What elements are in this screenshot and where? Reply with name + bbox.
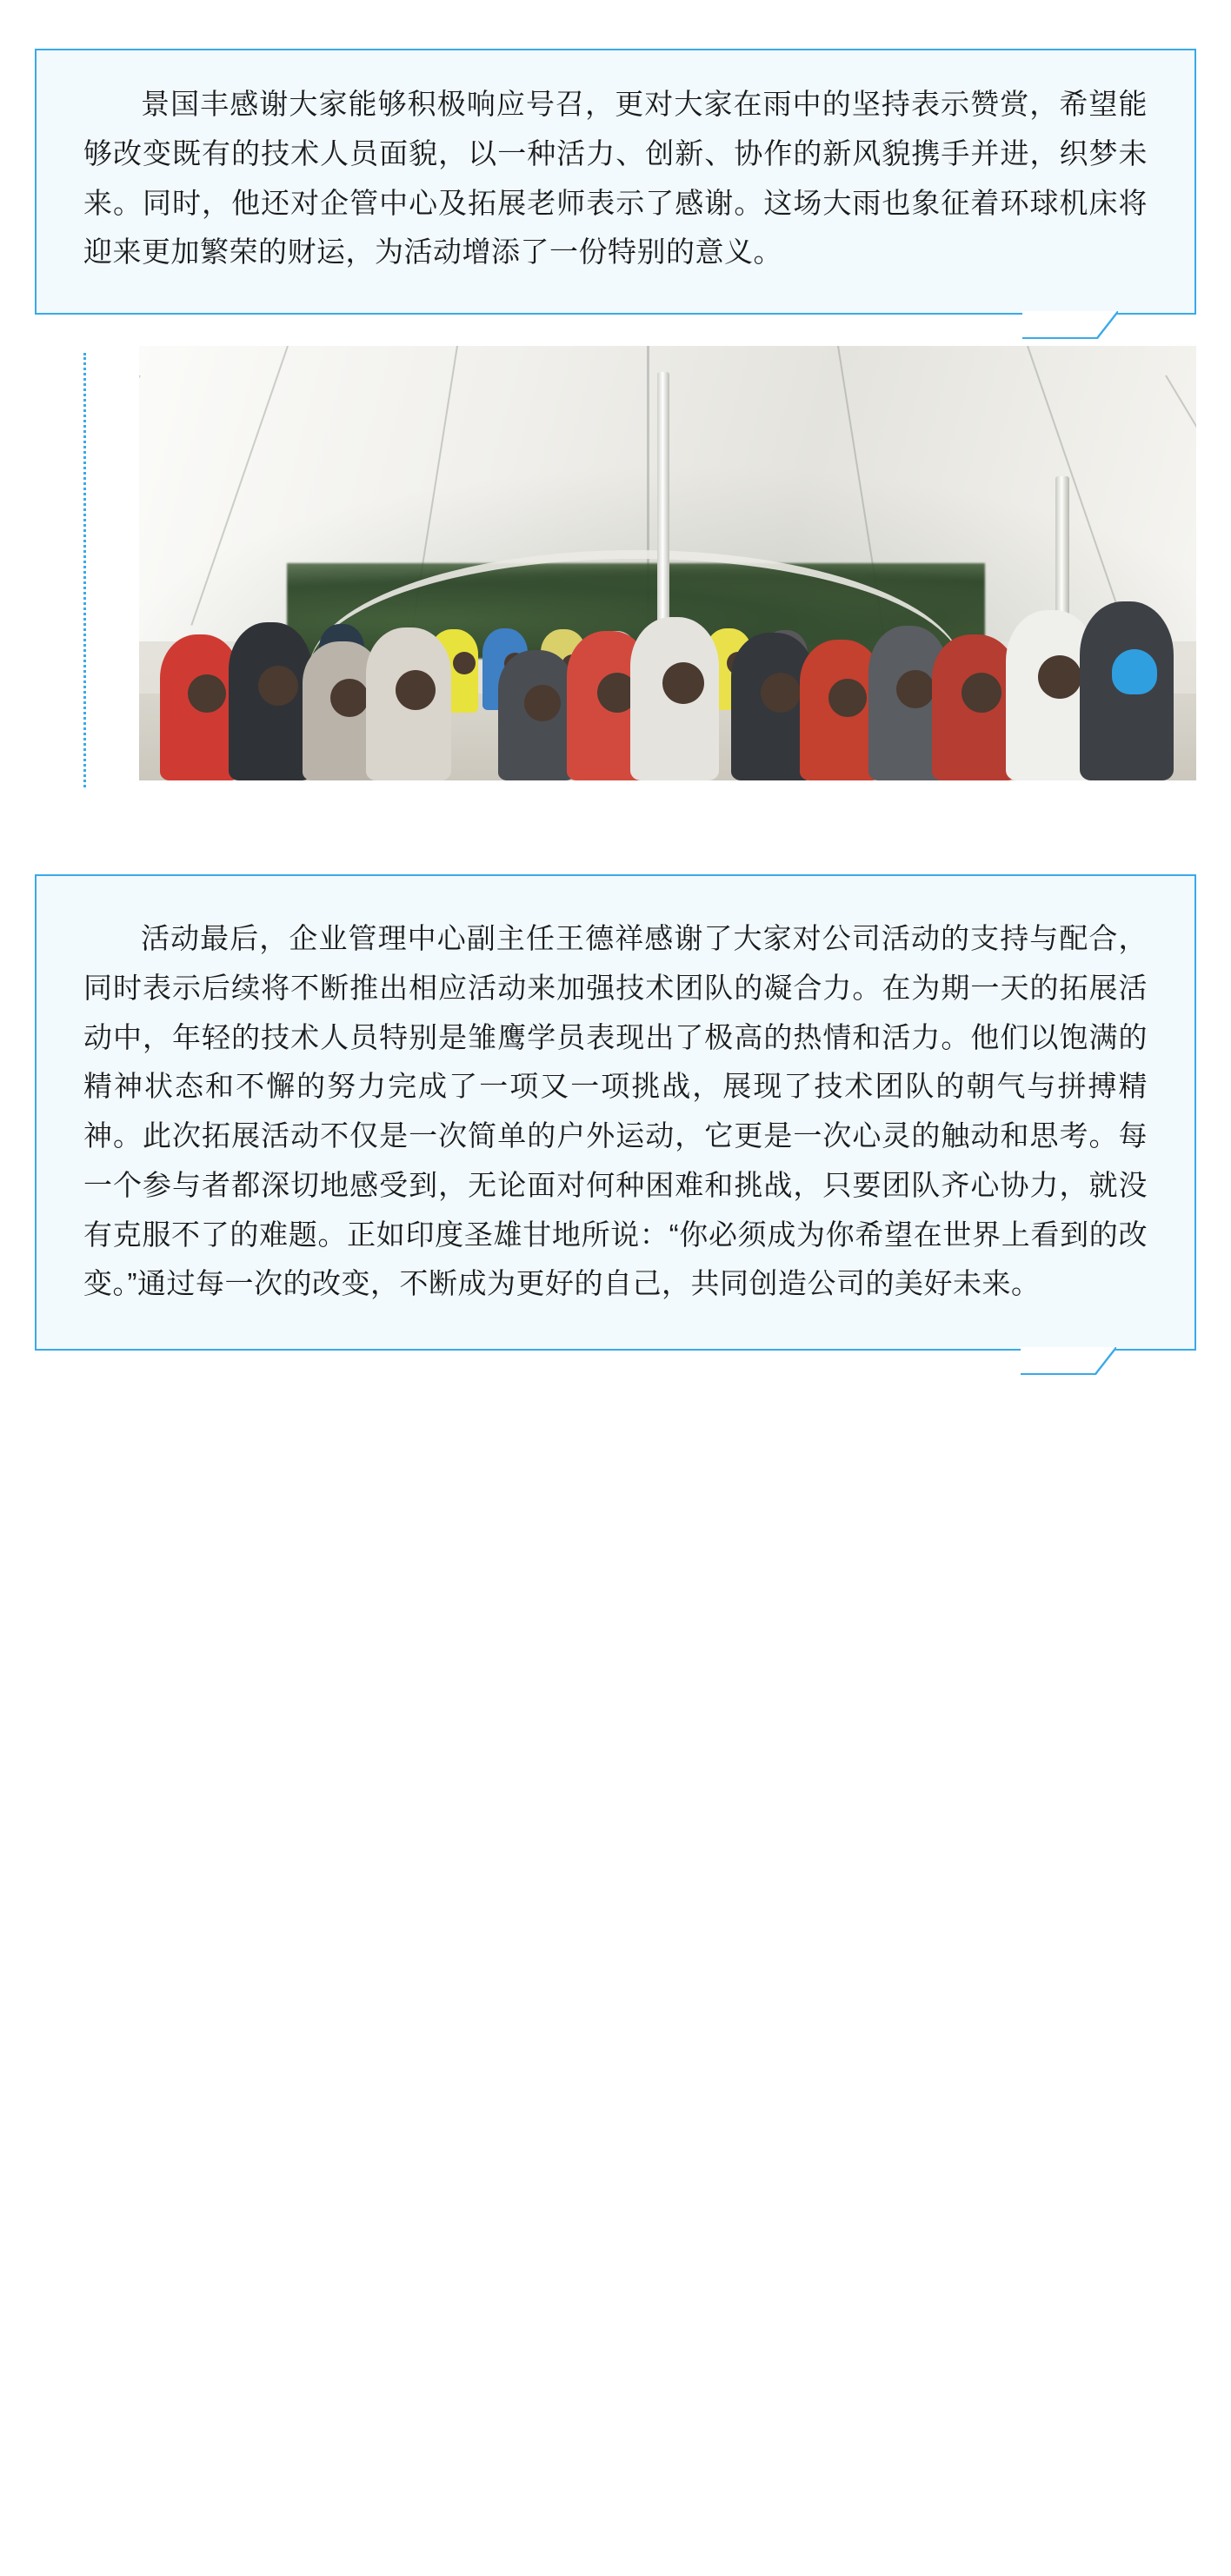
article-page bbox=[0, 49, 1231, 2576]
card-corner-flag bbox=[1021, 1347, 1116, 1375]
text-card-first bbox=[35, 49, 1196, 315]
participant-crowd bbox=[139, 554, 1196, 780]
figure-block bbox=[0, 339, 1231, 791]
text-card-first-body bbox=[37, 50, 1194, 314]
text-card-second-body bbox=[37, 876, 1194, 1349]
tent-group-photo bbox=[139, 346, 1196, 780]
text-card-second bbox=[35, 874, 1196, 1351]
paragraph-two: 活动最后，企业管理中心副主任王德祥感谢了大家对公司活动的支持与配合，同时表示后续将不断推出相应活动来加强技术团队的凝合力。在为期一天的拓展活动中，年轻的技术人员特别是雏鹰学员表现出了极高的热情和活力。他们以饱满的精神状态和不懈的努力完成了一项又一项挑战，展现了技术团队的朝气与拼搏精神。此次拓展活动不仅是一次简单的户外运动，它更是一次心灵的触动和思考。每一个参与者都深切地感受到，无论面对何种困难和挑战，只要团队齐心协力，就没有克服不了的难题。正如印度圣雄甘地所说：“你必须成为你希望在世界上看到的改变。”通过每一次的改变，不断成为更好的自己，共同创造公司的美好未来。 bbox=[83, 922, 1148, 1300]
paragraph-one: 景国丰感谢大家能够积极响应号召，更对大家在雨中的坚持表示赞赏，希望能够改变既有的技术人员面貌，以一种活力、创新、协作的新风貌携手并进，织梦未来。同时，他还对企管中心及拓展老师表示了感谢。这场大雨也象征着环球机床将迎来更加繁荣的财运，为活动增添了一份特别的意义。 bbox=[83, 88, 1148, 269]
timeline-connector-figure bbox=[83, 353, 86, 787]
card-corner-flag bbox=[1022, 311, 1118, 339]
